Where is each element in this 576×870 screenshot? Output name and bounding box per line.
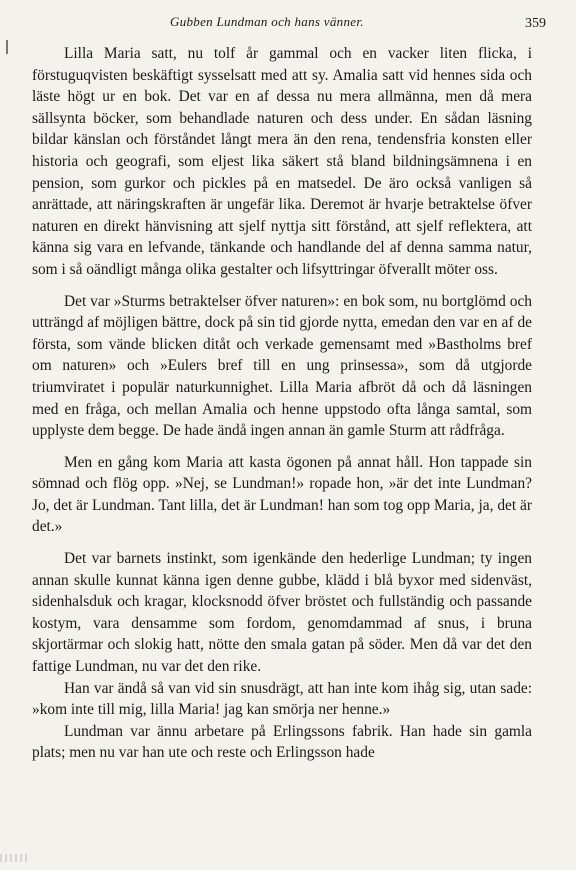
paragraph: Det var barnets instinkt, som igenkände den hederlige Lundman; ty ingen annan skulle kunnat känna igen denne gubbe, klädd i blå byxor med sidenväst, sidenhalsduk och kragar, klocksnodd öfver bröstet och fullständig och passande kostym, vara densamme som fordom, genomdammad af snus, i bruna skjortärmar och slokig hatt, nötte den smala gatan på söder. Men då var det den fattige Lundman, nu var det den rike. xyxy=(32,550,532,676)
margin-mark xyxy=(6,40,8,54)
running-head xyxy=(0,14,576,34)
body-text xyxy=(32,43,532,764)
page-number: 359 xyxy=(525,16,546,31)
paragraph: Lundman var ännu arbetare på Erlingssons fabrik. Han hade sin gamla plats; men nu var han ute och reste och Erlingsson hade xyxy=(32,722,532,762)
paragraph: Det var »Sturms betraktelser öfver naturen»: en bok som, nu bortglömd och utträngd af möjligen bättre, dock på sin tid gjorde nytta, emedan den var en af de första, som vände blicken ditåt och verkade gemensamt med »Bastholms bref om naturen» och »Eulers bref till en ung prinsessa», som då utgjorde triumviratet i populär naturkunnighet. Lilla Maria afbröt då och då läsningen med en fråga, och mellan Amalia och henne uppstodo ofta långa samtal, som upplyste dem begge. De hade ändå ingen annan än gamle Sturm att rådfråga. xyxy=(32,292,532,440)
running-title: Gubben Lundman och hans vänner. xyxy=(170,14,364,29)
print-bleed-mark xyxy=(0,854,30,862)
paragraph: Han var ändå så van vid sin snusdrägt, att han inte kom ihåg sig, utan sade: »kom inte till mig, lilla Maria! jag kan smörja ner henne.» xyxy=(32,679,532,719)
paragraph: Lilla Maria satt, nu tolf år gammal och en vacker liten flicka, i förstuguqvisten beskäftigt sysselsatt med att sy. Amalia satt vid hennes sida och läste högt ur en bok. Det var en af dessa nu mera allmänna, men då mera sällsynta böcker, som behandlade naturen och dess under. En sådan läsning bildar känslan och förståndet långt mera än den rena, tendensfria konsten eller historia och geografi, som eljest lika säkert stå bland bildningsämnena i en pension, som gurkor och pickles på en matsedel. De äro också vanligen så anrättade, att näringskraften är ungefär lika. Deremot är hvarje betraktelse öfver naturen en direkt hänvisning att sjelf nyttja sitt förstånd, att sjelf reflektera, att känna sig vara en lefvande, tänkande och handlande del af denna samma natur, som i så oändligt många olika gestalter och lifsyttringar öfverallt möter oss. xyxy=(32,45,532,278)
paragraph: Men en gång kom Maria att kasta ögonen på annat håll. Hon tappade sin sömnad och flög opp. »Nej, se Lundman!» ropade hon, »är det inte Lundman? Jo, det är Lundman. Tant lilla, det är Lundman! han som tog opp Maria, ja, det är det.» xyxy=(32,453,532,536)
